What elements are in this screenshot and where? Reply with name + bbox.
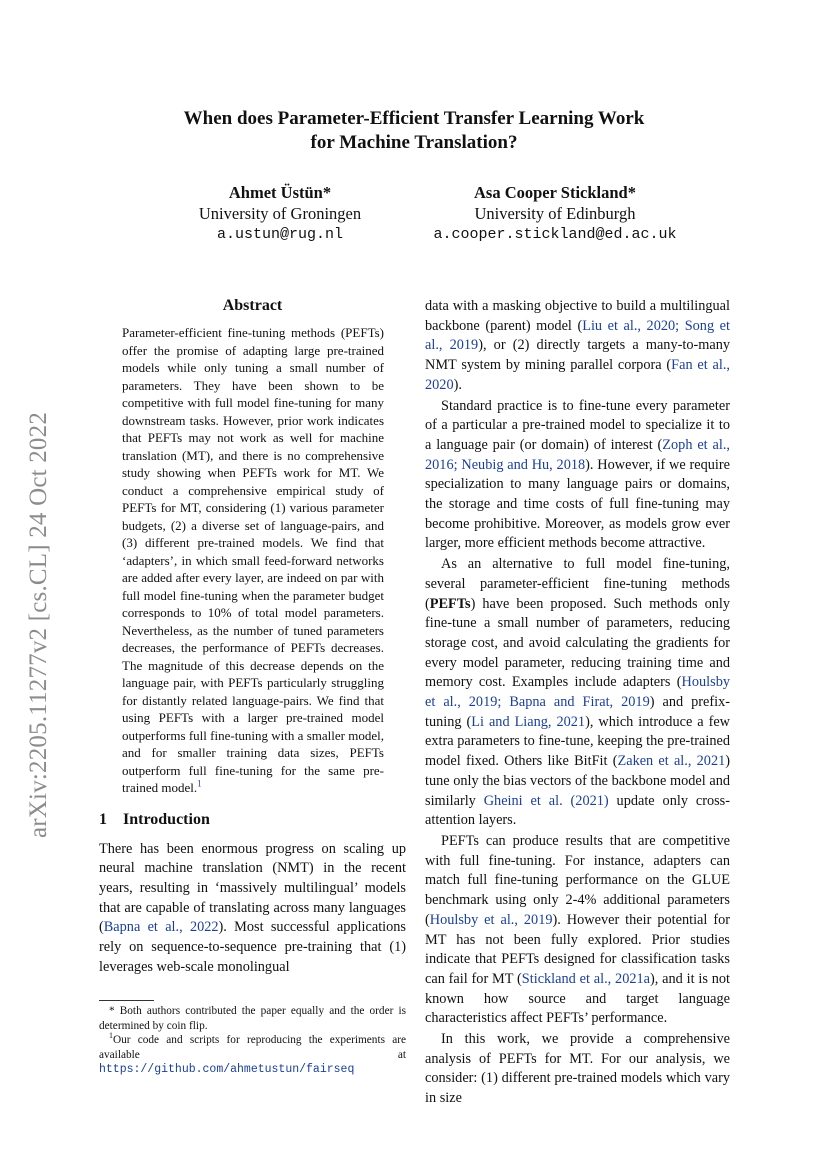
citation-link[interactable]: Houlsby et al., 2019 (429, 911, 553, 928)
citation-link[interactable]: Song et al., 2019 (425, 317, 730, 354)
paragraph-text: ), which introduce a few extra parameters to fine-tune, keeping the pre-trained model fixed. Others like BitFit ( (425, 713, 731, 770)
paragraph-text: ). However their potential for MT has not been fully explored. Prior studies indicate that PEFTs designed for classification tasks can fail for MT ( (425, 911, 730, 987)
paragraph-text: In this work, we provide a comprehensive analysis of PEFTs for MT. For our analysis, we consider: (1) different pre-trained models which vary in size (425, 1031, 730, 1107)
section-title: Introduction (123, 810, 210, 828)
citation-link[interactable]: Zaken et al., 2021 (617, 753, 726, 770)
paragraph-text: ) have been proposed. Such methods only fine-tune a small number of parameters, reducing storage cost, and avoid calculating the gradients for every model parameter, reducing training time and memory cost. Examples include adapters ( (425, 595, 730, 691)
citation-link[interactable]: Li and Liang, 2021 (471, 713, 586, 730)
paragraph-4 (425, 832, 730, 1029)
paragraph-3 (425, 555, 730, 831)
citation-link[interactable]: Houlsby et al., 2019 (425, 674, 730, 711)
abstract-heading: Abstract (222, 297, 283, 314)
paragraph-1 (425, 297, 730, 396)
arxiv-identifier-text: arXiv:2205.11277v2 [cs.CL] 24 Oct 2022 (25, 411, 52, 839)
author-affiliation: University of Groningen (198, 204, 362, 223)
author-affiliation: University of Edinburgh (474, 204, 636, 223)
right-column (425, 297, 730, 1109)
footnote-text: Our code and scripts for reproducing the experiments are available at (99, 1034, 406, 1061)
arxiv-identifier (22, 365, 56, 885)
paragraph-text: ). (453, 376, 462, 393)
citation-separator: ; (675, 317, 685, 334)
paragraph-text: ). However, if we require specialization to many language pairs or domains, the storage and time costs of full fine-tuning may become prohibitive. Moreover, as models grow ever larger, more efficient methods become attractive. (425, 456, 730, 552)
citation-link[interactable]: Gheini et al. (2021) (483, 792, 609, 809)
citation-link[interactable]: Zoph et al., 2016 (425, 436, 730, 473)
paragraph-text: ), and it is not known how source and target language characteristics affect PEFTs’ performance. (425, 970, 730, 1027)
paragraph-text: data with a masking objective to build a multilingual backbone (parent) model ( (425, 298, 730, 334)
author-email[interactable]: a.cooper.stickland@ed.ac.uk (433, 226, 677, 243)
author-block-2 (405, 182, 705, 245)
paper-title-line-1: When does Parameter-Efficient Transfer Learning Work (183, 108, 645, 129)
author-name: Ahmet Üstün* (228, 183, 332, 202)
footnotes (99, 1004, 406, 1078)
citation-link[interactable]: Neubig and Hu, 2018 (461, 456, 586, 473)
footnote-mark: 1 (109, 1031, 113, 1041)
code-url-link[interactable]: https://github.com/ahmetustun/fairseq (99, 1063, 355, 1076)
citation-link[interactable]: Bapna and Firat, 2019 (509, 694, 650, 711)
paragraph-text: PEFTs can produce results that are competitive with full fine-tuning. For instance, adapters can match full fine-tuning performance on the GLUE benchmark using only 2-4% additional parameters ( (425, 832, 730, 928)
footnote-2 (99, 1033, 406, 1078)
author-email[interactable]: a.ustun@rug.nl (216, 226, 344, 243)
intro-paragraph (99, 840, 406, 978)
footnote-divider (99, 1000, 154, 1001)
paragraph-2 (425, 397, 730, 555)
paragraph-text: ) and prefix-tuning ( (425, 694, 731, 730)
footnote-ref[interactable]: 1 (197, 778, 202, 789)
bold-term: PEFTs (429, 595, 471, 612)
paragraph-text: ) tune only the bias vectors of the backbone model and similarly (425, 753, 731, 809)
paragraph-text: ), or (2) directly targets a many-to-many NMT system by mining parallel corpora ( (425, 337, 730, 374)
paragraph-text: As an alternative to full model fine-tuning, several parameter-efficient fine-tuning methods ( (425, 556, 730, 612)
left-column (99, 296, 406, 977)
paragraph-text: update only cross-attention layers. (425, 792, 730, 829)
citation-link[interactable]: Stickland et al., 2021a (521, 970, 650, 987)
paragraph-text: There has been enormous progress on scaling up neural machine translation (NMT) in the recent years, resulting in ‘massively multilingual’ models that are capable of translating across many languages ( (99, 840, 406, 936)
citation-link[interactable]: Bapna et al., 2022 (103, 919, 219, 936)
section-heading-introduction (99, 809, 406, 831)
paper-title (100, 107, 728, 155)
citation-link[interactable]: Liu et al., 2020 (582, 317, 676, 334)
paragraph-text: Standard practice is to fine-tune every parameter of a particular a pre-trained model to specialize it to a language pair (or domain) of interest ( (425, 397, 730, 453)
citation-link[interactable]: Fan et al., 2020 (425, 357, 730, 393)
paragraph-5 (425, 1030, 730, 1109)
citation-separator: ; (453, 456, 462, 473)
paragraph-text: ). Most successful applications rely on sequence-to-sequence pre-training that (1) leverages web-scale monolingual (99, 919, 406, 975)
author-block-1 (180, 182, 380, 245)
paper-title-line-2: for Machine Translation? (310, 132, 518, 153)
footnote-1: * Both authors contributed the paper equally and the order is determined by coin flip. (99, 1005, 406, 1032)
citation-separator: ; (497, 694, 510, 711)
author-name: Asa Cooper Stickland* (474, 183, 636, 202)
section-number: 1 (99, 810, 107, 828)
abstract-body-text: Parameter-efficient fine-tuning methods (PEFTs) offer the promise of adapting large pre-trained models while only tuning a small number of parameters. They have been shown to be competitive with full model fine-tuning for many downstream tasks. However, prior work indicates that PEFTs may not work as well for machine translation (MT), and there is no comprehensive study showing when PEFTs work for MT. We conduct a comprehensive empirical study of PEFTs for MT, considering (1) various parameter budgets, (2) a diverse set of language-pairs, and (3) different pre-trained models. We find that ‘adapters’, in which small feed-forward networks are added after every layer, are indeed on par with full model fine-tuning when the parameter budget corresponds to 10% of total model parameters. Nevertheless, as the number of tuned parameters decreases, the performance of PEFTs decreases. The magnitude of this decrease depends on the language pair, with PEFTs particularly struggling for distantly related language-pairs. We find that using PEFTs with a larger pre-trained model outperforms full fine-tuning with a smaller model, and for smaller training data sizes, PEFTs outperform full fine-tuning for the same pre-trained model. (122, 325, 384, 795)
abstract-text (99, 324, 406, 797)
